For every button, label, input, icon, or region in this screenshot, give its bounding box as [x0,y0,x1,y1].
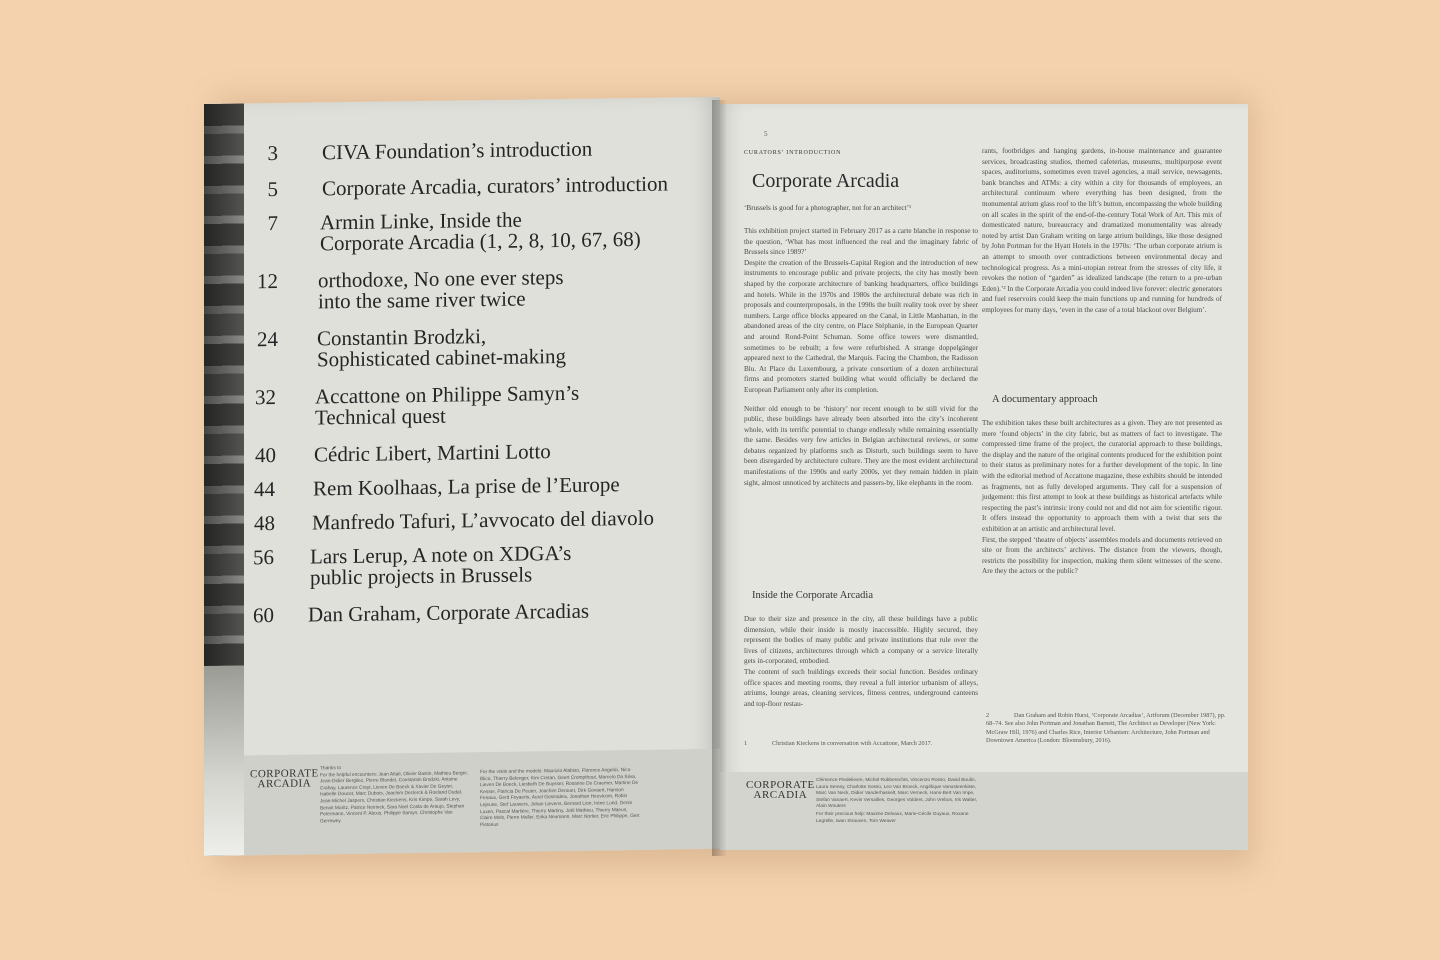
footnote: 1 Christian Kieckens in conversation with Accattone, March 2017. [744,740,933,747]
right-page [720,104,1248,850]
credits-text: For the visits and the models: Maurizio Alabiso, Florence Angelici, Nico Blico, Thierry Belenger, Kim Cretan, Geert Crompthout, Marcelo Da Silva, Lieven De Boeck, Liesbeth De Buysser, Rosanne De Craemer, Martine De Kesser, Patricia De Peuter, Joachim Derouet, Dirk Govaert, Hanson Fenaux, Gerd Feyaerts, Aurel Gosmaleix, Jonathan Heuvicom, Robin Lejeune, Stef Lauwers, Johan Lievens, Bernard Lion, Irène Lund, Denis Luxen, Pascal Marlière, Thierry Martiny, Joël Mathieu, Thierry Maeus, Claire Mols, Pierre Muller, Erika Neumann, Marc Nortier, Eric Philippe, Gert Pistorius [480,768,640,828]
toc-page-number: 40 [255,442,276,468]
paragraph: Due to their size and presence in the city, all these buildings have a public dimension, while their inside is mostly inaccessible. Highly secured, they represent the bodies of many public and private institutions that rule over the lives of citizens, architectures through which a company or a service literally gets in-corporated, embodied. [744,615,978,666]
toc-page-number: 24 [257,326,278,352]
text-column-left-lower [744,614,978,717]
text-column-right-lower [982,418,1222,585]
toc-title: Manfredo Tafuri, L’avvocato del diavolo [312,505,655,535]
toc-page-number: 32 [255,384,276,410]
toc-title: into the same river twice [318,286,526,314]
toc-page-number: 7 [267,210,278,236]
toc-title: CIVA Foundation’s introduction [322,136,593,165]
footnote: 2 Dan Graham and Robin Hurst, ‘Corporate Arcadias’, Artforum (December 1987), pp. 68–74. See also John Portman and Jonathan Barnett, The Architect as Developer (New York: McGraw Hill, 1976) and Charles Rice, Interior Urbanism: Architecture, John Portman and Downtown America (London: Bloomsbury, 2016). [986,712,1226,745]
left-page [204,97,720,856]
paragraph: The content of such buildings exceeds their social function. Besides ordinary office spaces and meeting rooms, they reveal a full interior urbanism of alleys, atriums, lounge areas, cleaning services, fitness centres, underground canteens and top-floor restau- [744,667,978,708]
toc-title: Corporate Arcadia, curators’ introduction [322,171,668,201]
toc-title: Technical quest [315,403,446,430]
page-number: 5 [764,130,768,138]
article-title: Corporate Arcadia [752,170,900,192]
paragraph: First, the stepped ‘theatre of objects’ assembles models and documents retrieved on site or from the architects’ archives. The distance from the viewers, though, restricts the possibility for inspection, making them silent witnesses of the scene. Are they the actors or the public? [982,535,1222,576]
toc-title: Armin Linke, Inside the [320,207,522,235]
subheading: Inside the Corporate Arcadia [752,590,873,601]
toc-title: Rem Koolhaas, La prise de l’Europe [313,472,620,501]
toc-title: orthodoxe, No one ever steps [318,264,564,293]
toc-title: Lars Lerup, A note on XDGA’s [310,540,572,569]
toc-page-number: 60 [253,603,274,628]
toc-page-number: 3 [267,140,278,166]
toc-title: public projects in Brussels [310,562,533,590]
paragraph: Neither old enough to be ‘history’ nor recent enough to be still vivid for the public, these buildings have already been absorbed into the city’s incoherent whole, with its terrific potential to change endlessly while remaining essentially the same. Besides very few articles in Belgian architectural reviews, or some debates organized by platforms such as Disturb, such buildings seem to have been disregarded by architecture culture. They are the most evident architectural manifestations of the 1990s and early 2000s, yet they remain hidden in plain sight, almost unnoticed by architects and passers-by, like elephants in the room. [744,404,978,487]
brand-logo: CORPORATE ARCADIA [746,779,815,801]
credits-text: Clémence Piedelievre, Michel Rubberechts, Vincenzo Rosso, David Boulin, Laura Semey, Charlotte Sosso, Leo Van Broeck, Angélique Vanusteenkiste, Marc Van Neck, Didier Vanderhasselt, Marc Verneck, Hans-Bert Van Impe, Stefan Vanaert, Kevin Versailles, Georges Volders, John Vrebos, Iris Walter, Alain Wouters [816,778,978,810]
toc-page-number: 44 [254,477,275,502]
paragraph: Despite the creation of the Brussels-Capital Region and the introduction of new instruments to encourage public and private projects, the city has mostly been shaped by the corporate architecture of banking headquarters, office buildings and hotels. While in the 1970s and 1980s the architectural debate was rich in proposals and counterproposals, in the 1990s the built reality took over by sheer numbers. Large office blocks appeared on the Canal, in Little Manhattan, in the abandoned areas of the city centre, on Place Stéphanie, in the European Quarter and around Rond-Point Schuman. Some office towers were dismantled, sometimes to be rebuilt; a few were refurbished. A strange doppelgänger appeared next to the Cathedral, the Marquis. Facing the Chambon, the Radisson Blu. At Place du Luxembourg, a private consortium of a dozen architectural firms and promoters started building what would officially be declared the European Parliament only after its completion. [744,258,978,394]
text-column-right [982,146,1222,316]
toc-title: Cédric Libert, Martini Lotto [314,439,551,467]
toc-page-number: 5 [267,176,278,202]
paragraph: rants, footbridges and hanging gardens, in-house maintenance and guarantee services, broadcasting studios, themed cafeterias, museums, multipurpose event spaces, auditoriums, sometimes even travel agencies, a mail service, newsagents, bank branches and ATMs: a city within a city for thousands of employees, an architectural continuum where everything has been designed, from the monumental atrium glass roof to the lift’s button, encompassing the whole building on all scales in the spirit of the end-of-the-century Total Work of Art. This mix of domesticated nature, bureaucracy and dramatized monumentality was already noted by artist Dan Graham writing on large atrium buildings, like those designed by John Portman for the Hyatt Hotels in the 1970s: ‘The urban corporate atrium is an attempt to smooth over contradictions between environmental decay and technological progress. As a mini-utopian retreat from the stresses of city life, it revokes the notion of “garden” as idealized landscape (the return to a pre-urban Eden).’² In the Corporate Arcadia you could indeed live forever: electric generators and fuel reservoirs could keep the main functions up and running for hundreds of employees for many days, ‘even in the case of a total blackout over Belgium’. [982,147,1222,314]
toc-page-number: 12 [257,268,278,294]
paragraph: This exhibition project started in February 2017 as a carte blanche in response to the question, ‘What has most influenced the real and the imaginary fabric of Brussels since 1989?’ [744,227,978,257]
epigraph: ‘Brussels is good for a photographer, not for an architect’¹ [744,204,912,212]
toc-title: Sophisticated cabinet-making [317,343,567,372]
subheading: A documentary approach [992,394,1098,405]
paragraph: The exhibition takes these built architectures as a given. They are not presented as mere ‘found objects’ in the city fabric, but as matters of fact to investigate. The compressed time frame of the project, the curatorial approach to these buildings, the display and the nature of the original contents produced for the exhibition point to their status as preliminary notes for a further development of the topic. In line with the editorial method of Accattone magazine, these exhibits should be intended as fragments, not as fully developed arguments. They call for a suspension of judgement: this first attempt to look at these buildings as historical artefacts while respecting the past’s intrinsic irony could not and did not aim for scientific rigour. It offers instead the opportunity to approach them with a twist that sets the exhibition at an artistic and architectural level. [982,419,1222,533]
toc-page-number: 48 [254,511,275,536]
toc-title: Accattone on Philippe Samyn’s [315,380,580,409]
toc-title: Dan Graham, Corporate Arcadias [308,598,590,627]
section-eyebrow: CURATORS’ INTRODUCTION [744,150,842,156]
spine-gutter [712,100,726,856]
left-footer [244,749,720,856]
toc-title: Constantin Brodzki, [317,324,487,351]
text-column-left [744,226,978,496]
brand-logo: CORPORATE ARCADIA [250,767,319,791]
credits-text: For their precious help: Maxime Delvaux, Marie-Cécile Guyaux, Roxane Legrelle, Iwan Strauven, Tom Weaver [816,812,969,824]
right-footer [720,772,1248,850]
credits-text: Thanks to For the helpful encounters: Jean Attali, Olivier Bastin, Mathieu Berger, Jean-Didier Bergilez, Pierre Blondel, Constantin Brodzki, Antoine Crahay, Laurence Crayt, Lieven De Boeck & Xavier De Geyter, Isabelle Doucet, Marc Dubois, Joachim Declerck & Roeland Dudal, Jean-Michel Jaspers, Christian Kieckens, Kris Kimpe, Sarah Levy, Benoit Moritz, Patrice Neirinck, Sara Noel Costa de Araujo, Stephan Petermann, Vincent P. Alexis, Philippe Samyn, Christophe Van Gerrewey [320,766,468,825]
toc-page-number: 56 [253,545,274,570]
toc-title: Corporate Arcadia (1, 2, 8, 10, 67, 68) [320,226,641,256]
